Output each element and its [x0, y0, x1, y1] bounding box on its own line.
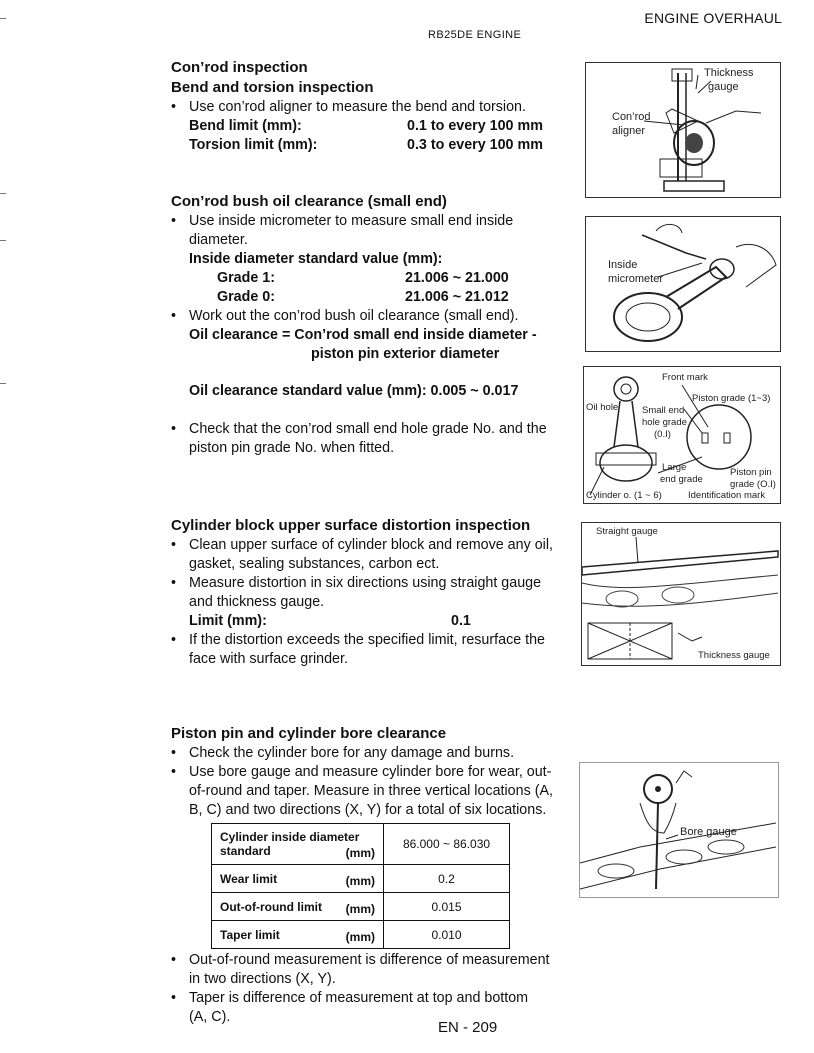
distortion-section: [171, 516, 581, 669]
section-header: ENGINE OVERHAUL: [644, 10, 782, 26]
figure-label: Small end: [642, 405, 685, 416]
table-label-cell: [212, 921, 384, 949]
bullet-text: • Taper is difference of measurement at top and bottom: [171, 989, 581, 1008]
bore-notes: [171, 951, 581, 1027]
conrod-aligner-figure: [585, 62, 781, 198]
margin-mark: [0, 383, 6, 384]
bullet-text: • Check the cylinder bore for any damage and burns.: [171, 744, 581, 763]
figure-label: Thickness: [704, 67, 754, 79]
bullet-text: • If the distortion exceeds the specified limit, resurface the: [171, 631, 581, 650]
table-label: Wear limit: [220, 871, 278, 886]
figure-label: Thickness gauge: [698, 650, 770, 661]
figure-label: Large: [662, 462, 687, 473]
spec-row: [171, 136, 571, 155]
figure-label: Piston grade (1~3): [692, 393, 771, 404]
grade-row: [171, 288, 571, 307]
formula-text-cont: piston pin exterior diameter: [311, 346, 500, 362]
figure-label: hole grade: [642, 417, 687, 428]
inside-micrometer-figure: [585, 216, 781, 352]
grade-label: Grade 1:: [217, 270, 276, 286]
table-row: [212, 865, 510, 893]
grade-value: 21.006 ~ 21.012: [405, 289, 509, 305]
table-row: [212, 893, 510, 921]
figure-label: Straight gauge: [596, 526, 658, 537]
spec-row: [171, 117, 571, 136]
bullet-text-cont: (A, C).: [189, 1009, 231, 1025]
bullet-text-cont: of-round and taper. Measure in three vertical locations (A,: [189, 783, 553, 799]
spec-value: 0.3 to every 100 mm: [407, 137, 543, 153]
grade-label: Grade 0:: [217, 289, 276, 305]
limit-label: Limit (mm):: [189, 613, 267, 629]
bullet-text-cont: diameter.: [189, 232, 248, 248]
limit-value: 0.1: [451, 613, 471, 629]
standard-title: Inside diameter standard value (mm):: [189, 251, 443, 267]
engine-header: RB25DE ENGINE: [428, 29, 522, 41]
conrod-inspection-section: [171, 58, 571, 155]
conrod-bush-section: [171, 192, 571, 458]
margin-mark: [0, 193, 6, 194]
spec-value: 0.1 to every 100 mm: [407, 118, 543, 134]
bullet-text: • Work out the con’rod bush oil clearance (small end).: [171, 307, 571, 326]
table-label-cell: [212, 865, 384, 893]
bullet-text-cont: piston pin grade No. when fitted.: [189, 440, 395, 456]
section-title: Con’rod bush oil clearance (small end): [171, 193, 447, 210]
bore-clearance-section: [171, 724, 581, 820]
grade-identification-figure: [583, 366, 781, 504]
limit-row: [171, 612, 581, 631]
bullet-text: • Measure distortion in six directions using straight gauge: [171, 574, 581, 593]
figure-label: Front mark: [662, 372, 708, 383]
figure-label: Inside: [608, 259, 638, 271]
figure-label: Cylinder o. (1 ~ 6): [586, 490, 662, 501]
subsection-title: Bend and torsion inspection: [171, 79, 374, 96]
section-title: Con’rod inspection: [171, 59, 308, 76]
grade-row: [171, 269, 571, 288]
table-unit: (mm): [345, 846, 375, 860]
bore-gauge-illustration: [580, 763, 778, 897]
spec-label: Torsion limit (mm):: [189, 137, 318, 153]
table-unit: (mm): [345, 930, 375, 944]
figure-label: Oil hole: [586, 402, 619, 413]
bullet-text-cont: and thickness gauge.: [189, 594, 325, 610]
table-row: [212, 921, 510, 949]
straight-gauge-figure: [581, 522, 781, 666]
bore-gauge-figure: [579, 762, 779, 898]
bullet-text: • Use bore gauge and measure cylinder bore for wear, out-: [171, 763, 581, 782]
figure-label: Piston pin: [730, 467, 772, 478]
table-value: 86.000 ~ 86.030: [384, 824, 510, 865]
table-label-cell: [212, 824, 384, 865]
bullet-text-cont: in two directions (X, Y).: [189, 971, 336, 987]
oil-clearance-standard: Oil clearance standard value (mm): 0.005 ~ 0.017: [189, 383, 519, 399]
bore-spec-table: [211, 823, 510, 949]
bullet-text: • Use inside micrometer to measure small end inside: [171, 212, 571, 231]
table-unit: (mm): [345, 874, 375, 888]
page-number: EN - 209: [438, 1019, 498, 1036]
figure-label: aligner: [612, 125, 646, 137]
table-value: 0.2: [384, 865, 510, 893]
figure-label: Identification mark: [688, 490, 766, 501]
table-label: Cylinder inside diameter: [220, 830, 360, 844]
figure-label: grade (O.I): [730, 479, 776, 490]
spec-label: Bend limit (mm):: [189, 118, 302, 134]
table-label-cont: standard: [220, 844, 271, 858]
bullet-text-cont: gasket, sealing substances, carbon ect.: [189, 556, 440, 572]
table-value: 0.010: [384, 921, 510, 949]
figure-label: (0.I): [654, 429, 671, 440]
figure-label: gauge: [708, 81, 739, 93]
table-row: [212, 824, 510, 865]
bullet-text-cont: face with surface grinder.: [189, 651, 348, 667]
table-unit: (mm): [345, 902, 375, 916]
table-label: Out-of-round limit: [220, 899, 322, 914]
grade-value: 21.006 ~ 21.000: [405, 270, 509, 286]
straight-gauge-illustration: [582, 523, 780, 665]
formula-text: Oil clearance = Con’rod small end inside diameter -: [189, 327, 537, 343]
bullet-text: • Out-of-round measurement is difference of measurement: [171, 951, 581, 970]
table-value: 0.015: [384, 893, 510, 921]
section-title: Cylinder block upper surface distortion inspection: [171, 517, 531, 534]
section-title: Piston pin and cylinder bore clearance: [171, 725, 447, 742]
bullet-text: • Check that the con’rod small end hole grade No. and the: [171, 420, 571, 439]
bullet-text: • Use con’rod aligner to measure the bend and torsion.: [171, 98, 571, 117]
bullet-text: • Clean upper surface of cylinder block and remove any oil,: [171, 536, 581, 555]
bullet-text-cont: B, C) and two directions (X, Y) for a total of six locations.: [189, 802, 547, 818]
margin-mark: [0, 240, 6, 241]
figure-label: end grade: [660, 474, 703, 485]
margin-mark: [0, 18, 6, 19]
figure-label: Con’rod: [612, 111, 651, 123]
table-label-cell: [212, 893, 384, 921]
figure-label: micrometer: [608, 273, 664, 285]
figure-label: Bore gauge: [680, 826, 737, 838]
table-label: Taper limit: [220, 927, 280, 942]
